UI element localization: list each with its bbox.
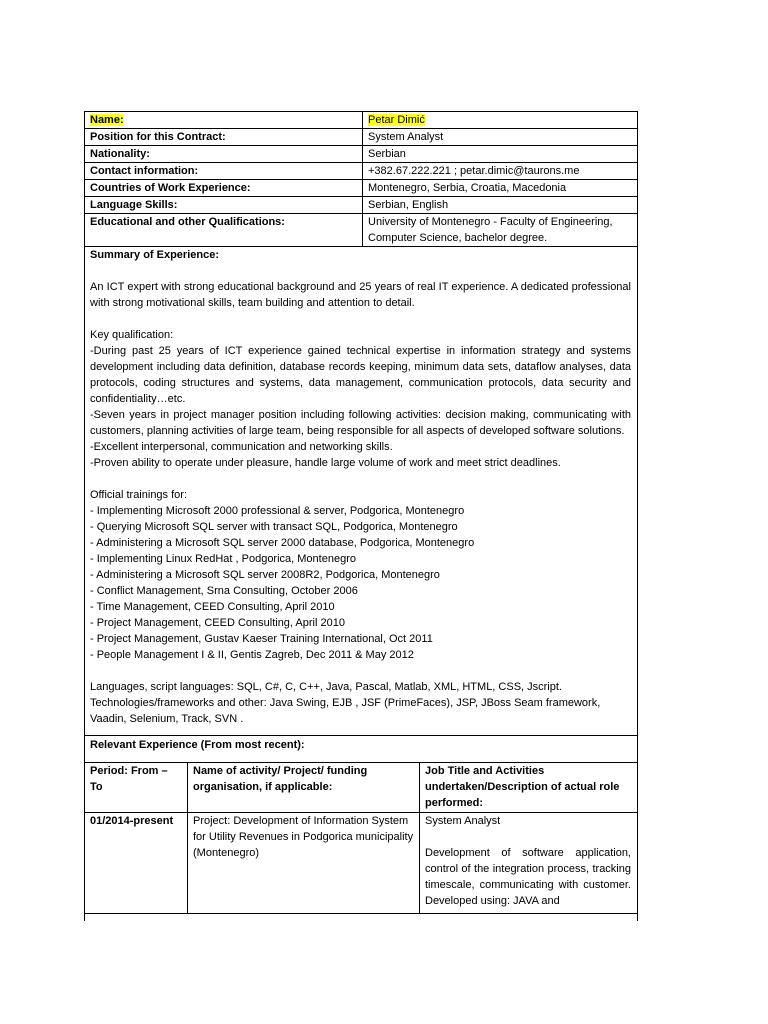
nationality-value: Serbian (368, 148, 406, 160)
summary-intro: An ICT expert with strong educational background and 25 years of real IT experience. A dedicated professional with strong motivational skills, team building and attention to detail. (90, 281, 631, 309)
info-row-nationality (85, 146, 637, 163)
experience-period: 01/2014-present (85, 813, 188, 913)
summary-heading: Summary of Experience: (90, 249, 219, 261)
experience-row (85, 813, 637, 914)
contact-value: +382.67.222.221 ; petar.dimic@taurons.me (368, 165, 580, 177)
key-item: -Proven ability to operate under pleasure, handle large volume of work and meet strict deadlines. (90, 457, 561, 469)
training-item: - Implementing Microsoft 2000 professional & server, Podgorica, Montenegro (90, 505, 465, 517)
position-value: System Analyst (368, 131, 444, 143)
summary-section (85, 247, 637, 736)
info-row-contact (85, 163, 637, 180)
experience-description: Development of software application, control of the integration process, tracking timescale, communicating with customer. Developed using: JAVA and (425, 847, 631, 907)
education-value: University of Montenegro - Faculty of Engineering, Computer Science, bachelor degree. (368, 216, 613, 244)
key-qualification-heading: Key qualification: (90, 329, 174, 341)
col-period-header: Period: From – To (85, 763, 188, 812)
contact-label: Contact information: (85, 163, 363, 179)
language-skills-label: Language Skills: (85, 197, 363, 213)
languages-line: Languages, script languages: SQL, C#, C, C++, Java, Pascal, Matlab, XML, HTML, CSS, Jscript. (90, 681, 562, 693)
training-item: - Conflict Management, Srna Consulting, October 2006 (90, 585, 358, 597)
col-activity-header: Name of activity/ Project/ funding organisation, if applicable: (188, 763, 420, 812)
training-item: - People Management I & II, Gentis Zagreb, Dec 2011 & May 2012 (90, 649, 414, 661)
experience-header-row (85, 763, 637, 813)
training-item: - Project Management, Gustav Kaeser Training International, Oct 2011 (90, 633, 433, 645)
trainings-heading: Official trainings for: (90, 489, 188, 501)
name-value: Petar Dimić (368, 114, 425, 126)
col-role-header: Job Title and Activities undertaken/Description of actual role performed: (425, 765, 620, 809)
relevant-experience-heading: Relevant Experience (From most recent): (85, 736, 637, 763)
education-label: Educational and other Qualifications: (85, 214, 363, 246)
cv-table (84, 111, 638, 921)
training-item: - Administering a Microsoft SQL server 2000 database, Podgorica, Montenegro (90, 537, 475, 549)
key-item: -During past 25 years of ICT experience gained technical expertise in information strategy and systems development including data definition, database records keeping, minimum data sets, dataflow analyses, data protocols, coding structures and systems, data management, communication protocols, data security and confidentiality…etc. (90, 345, 631, 405)
info-row-position (85, 129, 637, 146)
info-row-countries (85, 180, 637, 197)
training-item: - Querying Microsoft SQL server with transact SQL, Podgorica, Montenegro (90, 521, 458, 533)
name-label: Name: (90, 114, 124, 126)
training-item: - Implementing Linux RedHat , Podgorica, Montenegro (90, 553, 356, 565)
training-item: - Administering a Microsoft SQL server 2008R2, Podgorica, Montenegro (90, 569, 440, 581)
training-item: - Project Management, CEED Consulting, April 2010 (90, 617, 345, 629)
info-row-education (85, 214, 637, 247)
experience-title: System Analyst (425, 815, 501, 827)
info-row-languages (85, 197, 637, 214)
nationality-label: Nationality: (85, 146, 363, 162)
info-row-name (85, 112, 637, 129)
language-skills-value: Serbian, English (368, 199, 449, 211)
position-label: Position for this Contract: (85, 129, 363, 145)
technologies-line: Technologies/frameworks and other: Java Swing, EJB , JSF (PrimeFaces), JSP, JBoss Seam framework, Vaadin, Selenium, Track, SVN . (90, 697, 601, 725)
key-item: -Seven years in project manager position including following activities: decision making, communicating with customers, planning activities of large team, being responsible for all aspects of developed software solutions. (90, 409, 631, 437)
training-item: - Time Management, CEED Consulting, April 2010 (90, 601, 335, 613)
countries-value: Montenegro, Serbia, Croatia, Macedonia (368, 182, 567, 194)
key-item: -Excellent interpersonal, communication and networking skills. (90, 441, 393, 453)
experience-project: Project: Development of Information System for Utility Revenues in Podgorica municipality (Montenegro) (188, 813, 420, 913)
countries-label: Countries of Work Experience: (85, 180, 363, 196)
